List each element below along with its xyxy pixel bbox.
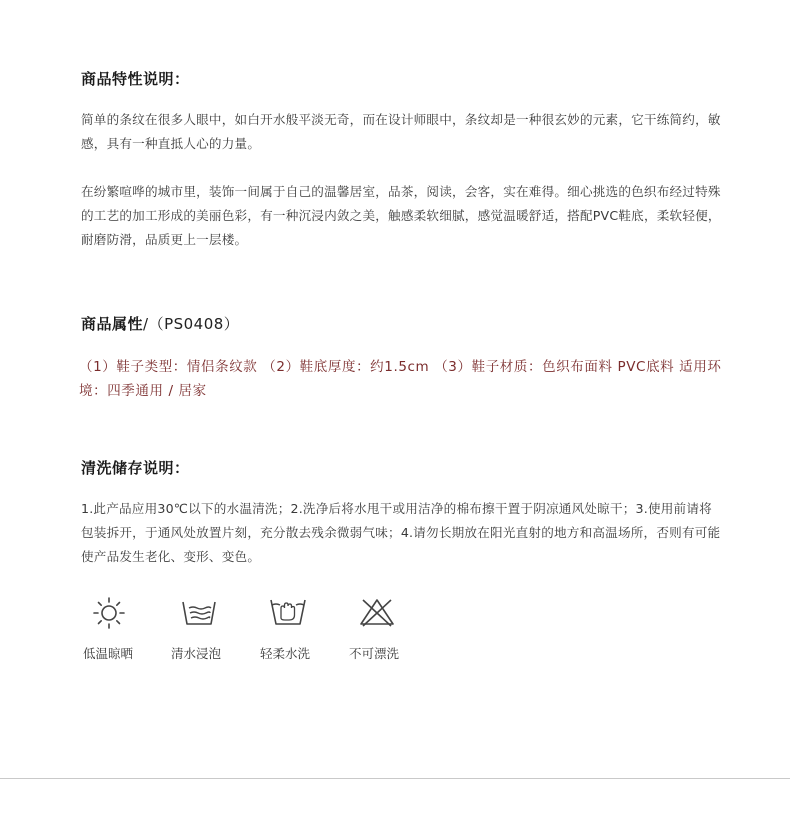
care-item-clear-soak <box>171 590 241 670</box>
attributes-text: （1）鞋子类型：情侣条纹款 （2）鞋底厚度：约1.5cm （3）鞋子材质：色织布面料 PVC底料 适用环境：四季通用 / 居家 <box>79 359 722 399</box>
care-icons-row <box>83 590 443 670</box>
care-label-clear-soak: 清水浸泡 <box>171 646 222 661</box>
hand-wash-icon <box>268 594 308 630</box>
care-label-gentle-wash: 轻柔水洗 <box>260 646 311 661</box>
bottom-divider <box>0 778 790 779</box>
features-title: 商品特性说明： <box>81 70 190 88</box>
care-title: 清洗储存说明： <box>81 459 190 477</box>
features-paragraph-1: 简单的条纹在很多人眼中，如白开水般平淡无奇，而在设计师眼中，条纹却是一种很玄妙的元素，它干练简约，敏感，具有一种直抵人心的力量。 <box>81 112 721 151</box>
features-paragraph-2: 在纷繁喧哗的城市里，装饰一间属于自己的温馨居室，品茶，阅读，会客，实在难得。细心挑选的色织布经过特殊的工艺的加工形成的美丽色彩，有一种沉浸内敛之美，触感柔软细腻，感觉温暖舒适，搭配PVC鞋底，柔软轻便，耐磨防滑，品质更上一层楼。 <box>81 184 721 247</box>
no-bleach-icon <box>357 594 397 630</box>
attributes-code: /（PS0408） <box>143 315 240 333</box>
care-label-low-temp-dry: 低温晾晒 <box>83 646 134 661</box>
care-item-gentle-wash <box>260 590 330 670</box>
attributes-title-label: 商品属性 <box>81 315 144 333</box>
care-item-no-bleach <box>349 590 419 670</box>
care-item-low-temp-dry <box>83 590 153 670</box>
sun-icon <box>91 594 127 630</box>
attributes-title <box>81 313 239 334</box>
care-text: 1.此产品应用30℃以下的水温清洗；2.洗净后将水甩干或用洁净的棉布擦干置于阴凉通风处晾干；3.使用前请将包装拆开，于通风处放置片刻，充分散去残余微弱气味；4.请勿长期放在阳光直射的地方和高温场所，否则有可能使产品发生老化、变形、变色。 <box>81 501 721 564</box>
care-label-no-bleach: 不可漂洗 <box>349 646 400 661</box>
water-basin-icon <box>179 594 219 630</box>
